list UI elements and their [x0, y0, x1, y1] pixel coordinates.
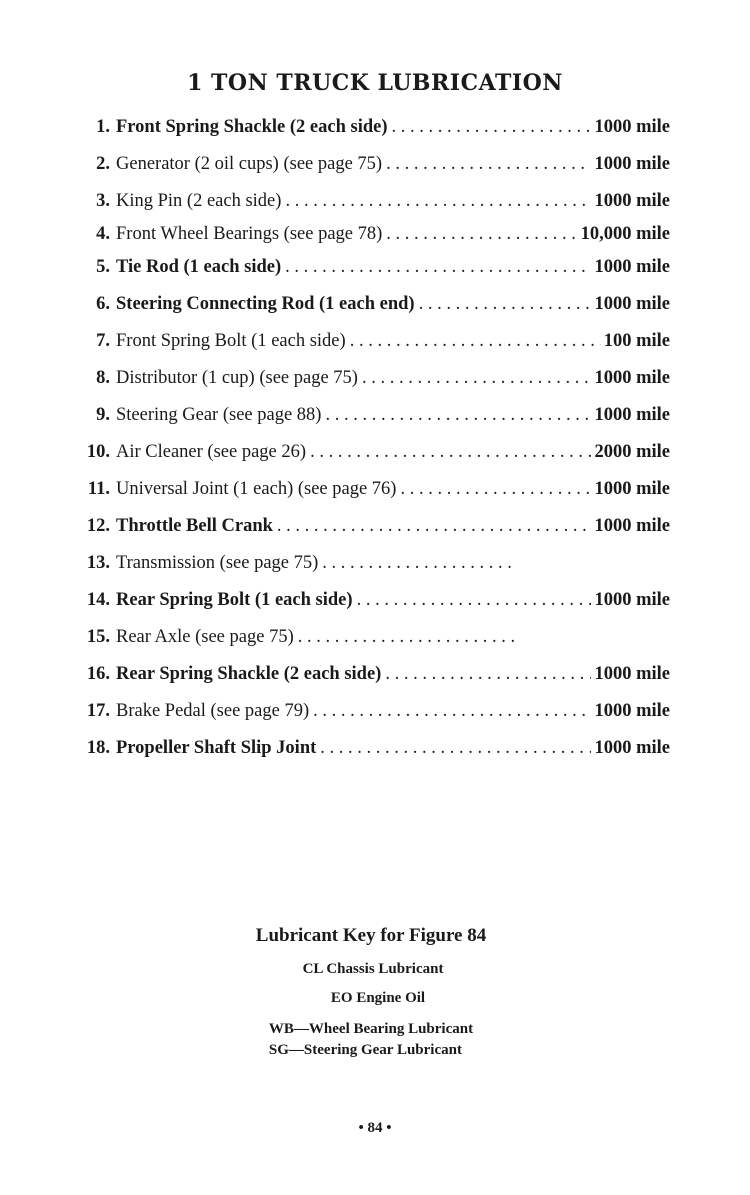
item-number: 2.: [96, 154, 110, 174]
item-number: 18.: [86, 738, 110, 758]
item-number: 5.: [96, 257, 110, 277]
item-interval: 1000 mile: [594, 516, 670, 536]
key-entry-eo: EO Engine Oil: [330, 990, 426, 1006]
item-label: Air Cleaner (see page 26): [116, 442, 307, 462]
item-label: Universal Joint (1 each) (see page 76): [116, 479, 397, 499]
item-number: 9.: [96, 405, 110, 425]
list-item: [72, 701, 670, 738]
dot-leader: [285, 257, 591, 278]
dot-leader: [322, 553, 517, 574]
dot-leader: [386, 224, 577, 245]
dot-leader: [310, 442, 591, 463]
list-item: [72, 154, 670, 191]
item-label: Steering Gear (see page 88): [116, 405, 322, 425]
item-number: 4.: [96, 224, 110, 244]
lubricant-key: [0, 925, 750, 1061]
item-label: Generator (2 oil cups) (see page 75): [116, 154, 383, 174]
item-interval: 1000 mile: [594, 701, 670, 721]
item-label: Tie Rod (1 each side): [116, 257, 282, 277]
item-label: Rear Spring Shackle (2 each side): [116, 664, 382, 684]
item-label: Propeller Shaft Slip Joint: [116, 738, 317, 758]
item-label: Front Spring Bolt (1 each side): [116, 331, 346, 351]
list-item: [72, 738, 670, 775]
list-item: [72, 331, 670, 368]
key-entry-sg: SG—Steering Gear Lubricant: [268, 1042, 462, 1058]
item-interval: 1000 mile: [594, 479, 670, 499]
item-label: King Pin (2 each side): [116, 191, 282, 211]
item-interval: 2000 mile: [594, 442, 670, 462]
dot-leader: [386, 154, 591, 175]
list-item: [72, 553, 670, 590]
item-interval: 1000 mile: [594, 294, 670, 314]
item-label: Rear Axle (see page 75): [116, 627, 294, 647]
list-item: [72, 479, 670, 516]
list-item: [72, 117, 670, 154]
item-interval: 1000 mile: [594, 664, 670, 684]
key-entry-wb: WB—Wheel Bearing Lubricant: [268, 1021, 474, 1037]
item-number: 8.: [96, 368, 110, 388]
item-interval: 1000 mile: [594, 590, 670, 610]
dot-leader: [313, 701, 591, 722]
item-number: 16.: [86, 664, 110, 684]
item-interval: 10,000 mile: [580, 224, 670, 244]
list-item: [72, 590, 670, 627]
list-item: [72, 405, 670, 442]
item-label: Steering Connecting Rod (1 each end): [116, 294, 415, 314]
item-number: 10.: [86, 442, 110, 462]
dot-leader: [385, 664, 591, 685]
item-number: 17.: [86, 701, 110, 721]
item-number: 12.: [86, 516, 110, 536]
item-number: 14.: [86, 590, 110, 610]
item-interval: 1000 mile: [594, 191, 670, 211]
list-item: [72, 224, 670, 257]
item-interval: 1000 mile: [594, 257, 670, 277]
dot-leader: [350, 331, 601, 352]
item-label: Throttle Bell Crank: [116, 516, 273, 536]
item-number: 13.: [86, 553, 110, 573]
dot-leader: [325, 405, 591, 426]
page-title: 1 TON TRUCK LUBRICATION: [187, 70, 563, 96]
item-interval: 1000 mile: [594, 154, 670, 174]
list-item: [72, 294, 670, 331]
list-item: [72, 442, 670, 479]
item-label: Front Wheel Bearings (see page 78): [116, 224, 383, 244]
item-interval: 1000 mile: [594, 368, 670, 388]
list-item: [72, 368, 670, 405]
key-entry-group: [269, 1019, 473, 1061]
list-item: [72, 664, 670, 701]
item-label: Rear Spring Bolt (1 each side): [116, 590, 353, 610]
item-number: 15.: [86, 627, 110, 647]
dot-leader: [392, 117, 592, 138]
item-number: 7.: [96, 331, 110, 351]
list-item: [72, 191, 670, 224]
dot-leader: [362, 368, 592, 389]
item-number: 11.: [87, 479, 110, 499]
dot-leader: [357, 590, 592, 611]
list-item: [72, 516, 670, 553]
item-label: Brake Pedal (see page 79): [116, 701, 310, 721]
item-interval: 1000 mile: [594, 117, 670, 137]
item-number: 3.: [96, 191, 110, 211]
list-item: [72, 627, 670, 664]
item-number: 1.: [96, 117, 110, 137]
dot-leader: [285, 191, 591, 212]
item-interval: 1000 mile: [594, 405, 670, 425]
dot-leader: [298, 627, 520, 648]
item-number: 6.: [96, 294, 110, 314]
dot-leader: [320, 738, 591, 759]
key-entry-cl: CL Chassis Lubricant: [302, 961, 444, 977]
item-interval: 100 mile: [603, 331, 670, 351]
lubrication-list: [72, 117, 670, 775]
item-label: Transmission (see page 75): [116, 553, 319, 573]
dot-leader: [277, 516, 592, 537]
lubricant-key-title: Lubricant Key for Figure 84: [255, 925, 487, 946]
item-label: Front Spring Shackle (2 each side): [116, 117, 388, 137]
item-interval: 1000 mile: [594, 738, 670, 758]
item-label: Distributor (1 cup) (see page 75): [116, 368, 358, 388]
list-item: [72, 257, 670, 294]
dot-leader: [419, 294, 592, 315]
page-number: • 84 •: [358, 1120, 392, 1136]
dot-leader: [400, 479, 591, 500]
